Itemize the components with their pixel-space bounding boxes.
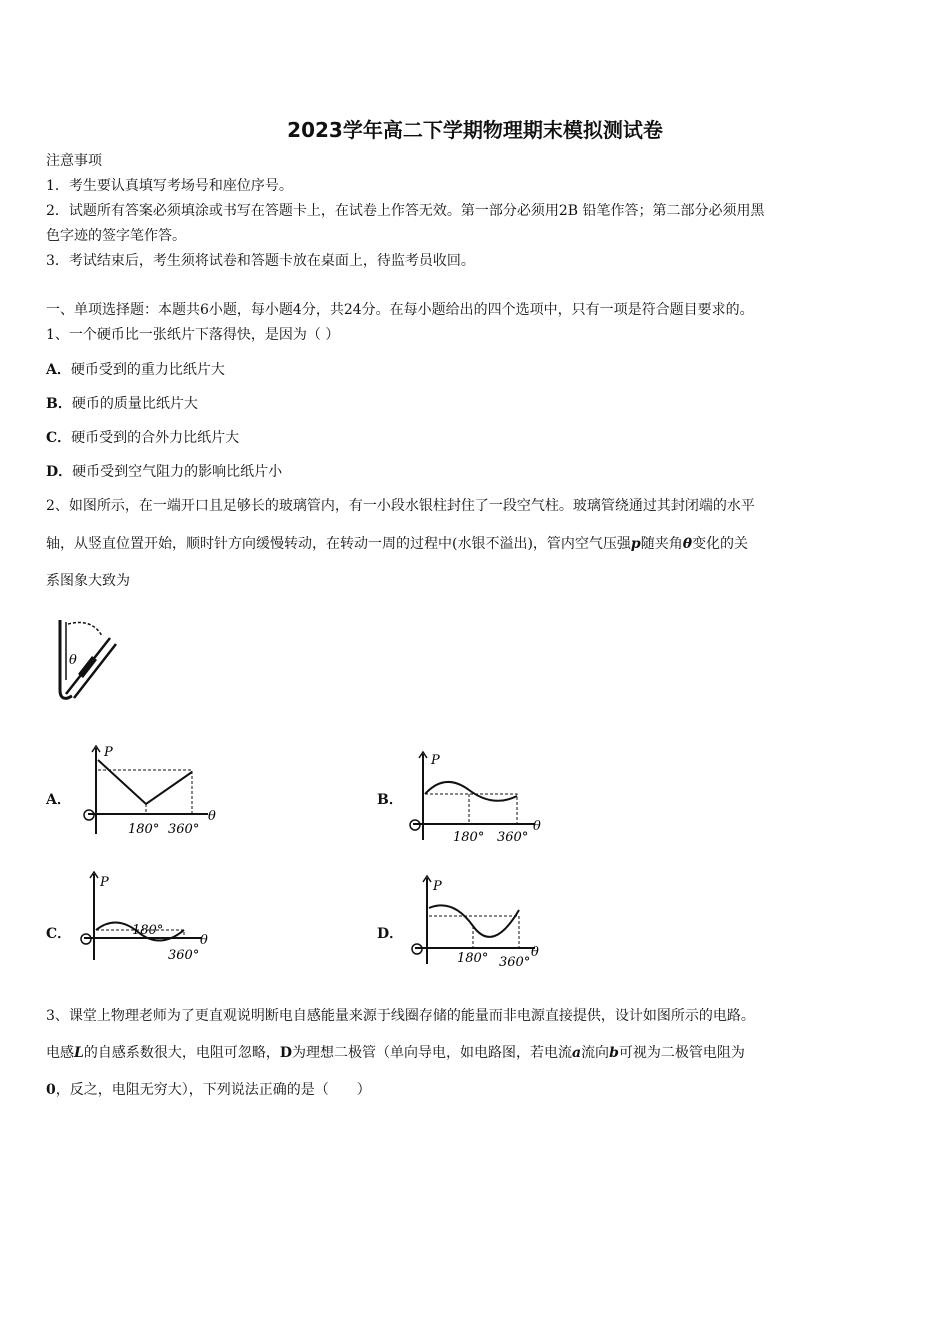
page-title: 2023学年高二下学期物理期末模拟测试卷 [287,118,663,142]
q3-text: 为理想二极管（单向导电，如电路图，若电流 [291,1045,572,1061]
option-letter: D． [46,464,73,480]
option-letter: C． [46,430,72,446]
option-letter: B． [46,396,72,412]
curve-d [429,905,519,937]
q1-option-c [46,428,239,448]
notice-heading: 注意事项 [46,153,102,169]
q2-line-3: 系图象大致为 [46,573,130,589]
axis-theta-label: θ [533,819,541,834]
var-theta: θ [682,536,693,552]
curve-b [425,782,517,801]
option-text: 硬币受到的重力比纸片大 [70,362,225,378]
q3-text: ，反之，电阻无穷大），下列说法正确的是（ ） [55,1082,371,1098]
section-heading: 一、单项选择题：本题共6小题，每小题4分，共24分。在每小题给出的四个选项中，只有一项是符合题目要求的。 [46,302,754,318]
q2-line-1: 2、如图所示，在一端开口且足够长的玻璃管内，有一小段水银柱封住了一段空气柱。玻璃管绕通过其封闭端的水平 [46,498,755,514]
q1-stem: 1、一个硬币比一张纸片下落得快，是因为（ ） [46,327,340,343]
var-a: a [571,1045,582,1061]
option-text: 硬币的质量比纸片大 [71,396,198,412]
axis-theta-label: θ [200,933,208,948]
graph-c-label: C． [46,926,72,942]
dashed-ref [429,916,519,948]
option-text: 硬币受到的合外力比纸片大 [71,430,240,446]
axis-p-label: P [104,745,113,760]
q2-line-2 [46,534,748,554]
q3-line-2 [46,1043,745,1063]
axis-p-label: P [433,879,442,894]
mercury-column [78,656,97,678]
graph-c [76,870,216,966]
curve-a [98,760,192,804]
tick-360: 360° [168,948,200,963]
graph-d-label: D． [377,926,404,942]
graph-a [82,744,222,840]
q2-text: 变化的关 [692,536,749,552]
var-L: L [74,1045,84,1061]
q1-option-d [46,462,282,482]
graph-d [405,874,545,970]
value-zero: 0 [46,1082,56,1098]
tick-360: 360° [497,830,529,845]
notice-item-2-cont: 色字迹的签字笔作答。 [46,228,186,244]
tick-180: 180° [453,830,485,845]
tick-360: 360° [168,822,200,837]
dashed-ref [425,794,517,824]
q1-option-b [46,394,198,414]
graph-a-label: A． [46,792,71,808]
q1-option-a [46,360,225,380]
var-D: D [279,1045,292,1061]
tick-180: 180° [128,822,160,837]
dashed-ref [98,770,192,814]
axis-theta-label: θ [208,809,216,824]
axis-p-label: P [431,753,440,768]
graph-b [405,750,545,846]
q3-line-3 [46,1080,371,1100]
tick-360: 360° [499,955,531,970]
glass-tube-figure [52,618,122,704]
q3-text: 电感 [46,1045,74,1061]
option-letter: A． [46,362,71,378]
tube-angle-label: θ [69,653,77,668]
q2-text: 随夹角 [640,536,683,552]
q3-text: 流向 [581,1045,610,1061]
notice-item-1: 1．考生要认真填写考场号和座位序号。 [46,178,293,194]
tick-180: 180° [457,951,489,966]
tick-180: 180° [132,923,164,938]
graph-b-label: B． [377,792,403,808]
q3-text: 的自感系数很大，电阻可忽略， [83,1045,280,1061]
option-text: 硬币受到空气阻力的影响比纸片小 [72,464,283,480]
q2-text: 轴，从竖直位置开始，顺时针方向缓慢转动，在转动一周的过程中(水银不溢出)，管内空气压强 [46,536,631,552]
rotation-arc [68,623,102,637]
axis-theta-label: θ [531,945,539,960]
var-b: b [609,1045,619,1061]
axis-p-label: P [100,875,109,890]
q3-text: 可视为二极管电阻为 [618,1045,745,1061]
var-p: p [630,536,641,552]
q3-line-1: 3、课堂上物理老师为了更直观说明断电自感能量来源于线圈存储的能量而非电源直接提供，设计如图所示的电路。 [46,1008,755,1024]
notice-item-2: 2．试题所有答案必须填涂或书写在答题卡上，在试卷上作答无效。第一部分必须用2B 铅笔作答；第二部分必须用黑 [46,203,765,219]
notice-item-3: 3．考试结束后，考生须将试卷和答题卡放在桌面上，待监考员收回。 [46,253,475,269]
tube-rotated [66,638,116,698]
